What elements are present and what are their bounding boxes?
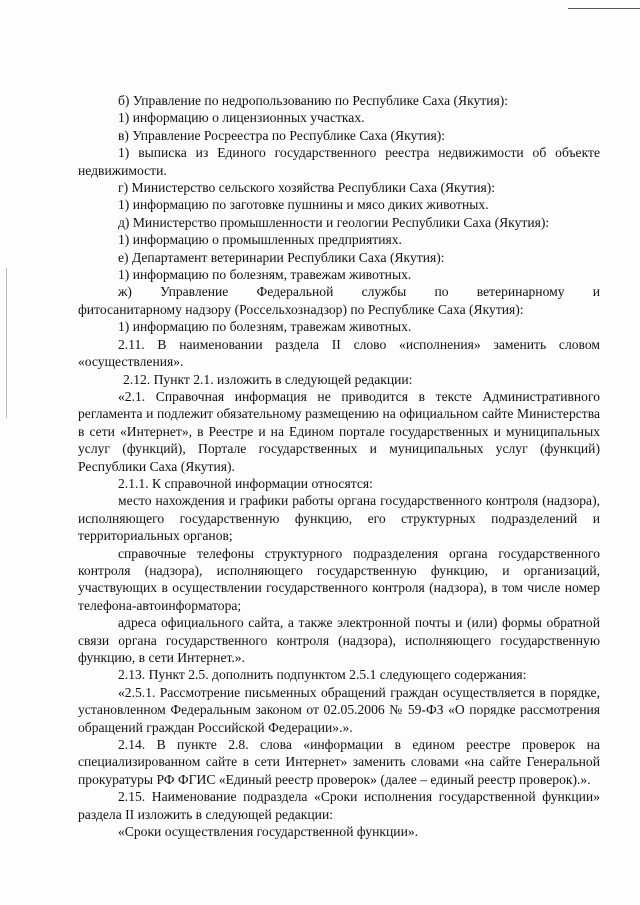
paragraph: 2.15. Наименование подраздела «Сроки исполнения государственной функции» раздела II изложить в следующей редакции: (78, 789, 600, 822)
paragraph: б) Управление по недропользованию по Республике Саха (Якутия): (118, 93, 509, 108)
paragraph: д) Министерство промышленности и геологии Республики Саха (Якутия): (118, 214, 550, 230)
paragraph: 2.14. В пункте 2.8. слова «информации в едином реестре проверок на специализированном сайте в сети Интернет» заменить словами «на сайте Генеральной прокуратуры РФ ФГИС «Единый реестр проверок» (далее – единый реестр проверок).». (78, 737, 600, 787)
paragraph: в) Управление Росреестра по Республике Саха (Якутия): (118, 127, 446, 143)
paragraph: справочные телефоны структурного подразделения органа государственного контроля (надзора), исполняющего государственную функцию, и организаций, участвующих в осуществлении государственного контроля (надзора), в том числе номер телефона-автоинформатора; (78, 545, 600, 613)
paragraph: е) Департамент ветеринарии Республики Саха (Якутия): (118, 249, 445, 265)
paragraph: 2.13. Пункт 2.5. дополнить подпунктом 2.5.1 следующего содержания: (118, 667, 527, 683)
paragraph: 2.11. В наименовании раздела II слово «исполнения» заменить словом «осуществления». (78, 336, 600, 370)
paragraph: 2.1.1. К справочной информации относятся: (118, 475, 373, 491)
paragraph: 1) информацию по болезням, травежам животных. (118, 319, 412, 335)
paragraph: 1) информацию по заготовке пушнины и мясо диких животных. (118, 197, 489, 213)
paragraph: 1) информацию о лицензионных участках. (118, 110, 365, 126)
paragraph: «2.5.1. Рассмотрение письменных обращений граждан осуществляется в порядке, установленном Федеральным законом от 02.05.2006 № 59-ФЗ «О порядке рассмотрения обращений граждан Российской Федерации».». (78, 684, 600, 735)
paragraph: «2.1. Справочная информация не приводится в тексте Административного регламента и подлежит обязательному размещению на официальном сайте Министерства в сети «Интернет», в Реестре и на Едином портале государственных и муниципальных услуг (функций), Портале государственных и муниципальных услуг (функций) Республики Саха (Якутия). (78, 388, 600, 474)
paragraph: ж) Управление Федеральной службы по ветеринарному и (118, 284, 600, 300)
paragraph: 1) выписка из Единого государственного реестра недвижимости об объекте недвижимости. (78, 145, 600, 178)
paragraph: 1) информацию по болезням, травежам животных. (118, 267, 412, 283)
scan-artifact-line (568, 8, 640, 9)
paragraph: адреса официального сайта, а также электронной почты и (или) формы обратной связи органа государственного контроля (надзора), исполняющего государственную функцию, в сети Интернет.». (78, 615, 600, 665)
scan-artifact-line (6, 268, 7, 418)
paragraph: 1) информацию о промышленных предприятиях. (118, 232, 402, 248)
paragraph: г) Министерство сельского хозяйства Республики Саха (Якутия): (118, 180, 496, 196)
paragraph: 2.12. Пункт 2.1. изложить в следующей редакции: (123, 371, 413, 387)
paragraph: фитосанитарному надзору (Россельхознадзор) по Республике Саха (Якутия): (78, 301, 524, 317)
document-body (78, 92, 600, 840)
paragraph: место нахождения и графики работы органа государственного контроля (надзора), исполняющего государственную функцию, его структурных подразделений и территориальных органов; (78, 493, 600, 544)
paragraph: «Сроки осуществления государственной функции». (118, 824, 419, 840)
